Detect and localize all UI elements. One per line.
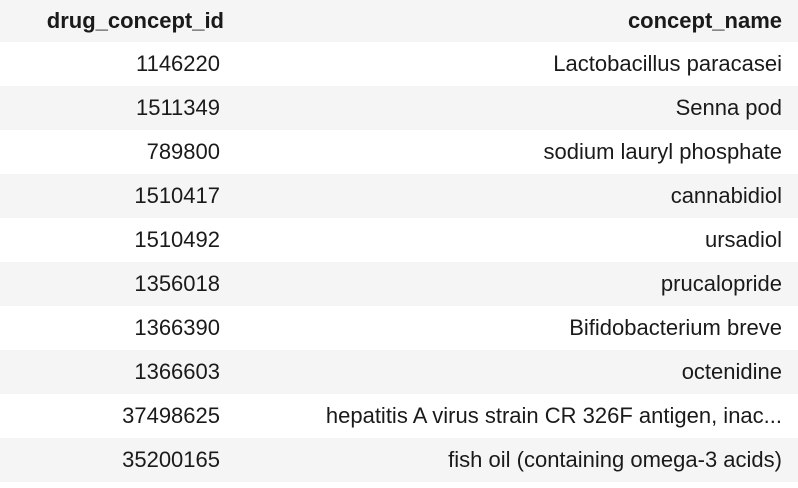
cell-drug-concept-id: 1510417 bbox=[134, 183, 220, 208]
table-row bbox=[0, 262, 798, 306]
table-row bbox=[0, 350, 798, 394]
column-header-concept-name[interactable]: concept_name bbox=[627, 8, 782, 33]
cell-concept-name: sodium lauryl phosphate bbox=[543, 139, 782, 164]
cell-drug-concept-id: 1366603 bbox=[134, 359, 220, 384]
cell-concept-name: Bifidobacterium breve bbox=[569, 315, 782, 340]
table-row bbox=[0, 42, 798, 86]
table-row bbox=[0, 438, 798, 482]
cell-drug-concept-id: 789800 bbox=[146, 139, 220, 164]
table-row bbox=[0, 130, 798, 174]
cell-drug-concept-id: 35200165 bbox=[122, 447, 220, 472]
cell-concept-name: fish oil (containing omega-3 acids) bbox=[448, 447, 782, 472]
cell-concept-name: Lactobacillus paracasei bbox=[553, 51, 782, 76]
column-header-drug-concept-id[interactable]: drug_concept_id bbox=[46, 8, 224, 33]
table-row bbox=[0, 394, 798, 438]
cell-concept-name: octenidine bbox=[681, 359, 782, 384]
cell-drug-concept-id: 1146220 bbox=[135, 51, 220, 76]
cell-drug-concept-id: 1366390 bbox=[134, 315, 220, 340]
table-header bbox=[0, 0, 798, 42]
cell-drug-concept-id: 1356018 bbox=[134, 271, 220, 296]
cell-concept-name: Senna pod bbox=[675, 95, 782, 120]
cell-concept-name: cannabidiol bbox=[670, 183, 782, 208]
cell-concept-name: prucalopride bbox=[660, 271, 782, 296]
cell-drug-concept-id: 1511349 bbox=[135, 95, 220, 120]
table-row bbox=[0, 218, 798, 262]
table-body bbox=[0, 42, 798, 482]
table-row bbox=[0, 86, 798, 130]
cell-concept-name: ursadiol bbox=[704, 227, 782, 252]
table-row bbox=[0, 174, 798, 218]
table-row bbox=[0, 306, 798, 350]
header-row bbox=[0, 0, 798, 42]
cell-drug-concept-id: 1510492 bbox=[134, 227, 220, 252]
cell-drug-concept-id: 37498625 bbox=[122, 403, 220, 428]
cell-concept-name: hepatitis A virus strain CR 326F antigen, inac... bbox=[325, 403, 782, 428]
